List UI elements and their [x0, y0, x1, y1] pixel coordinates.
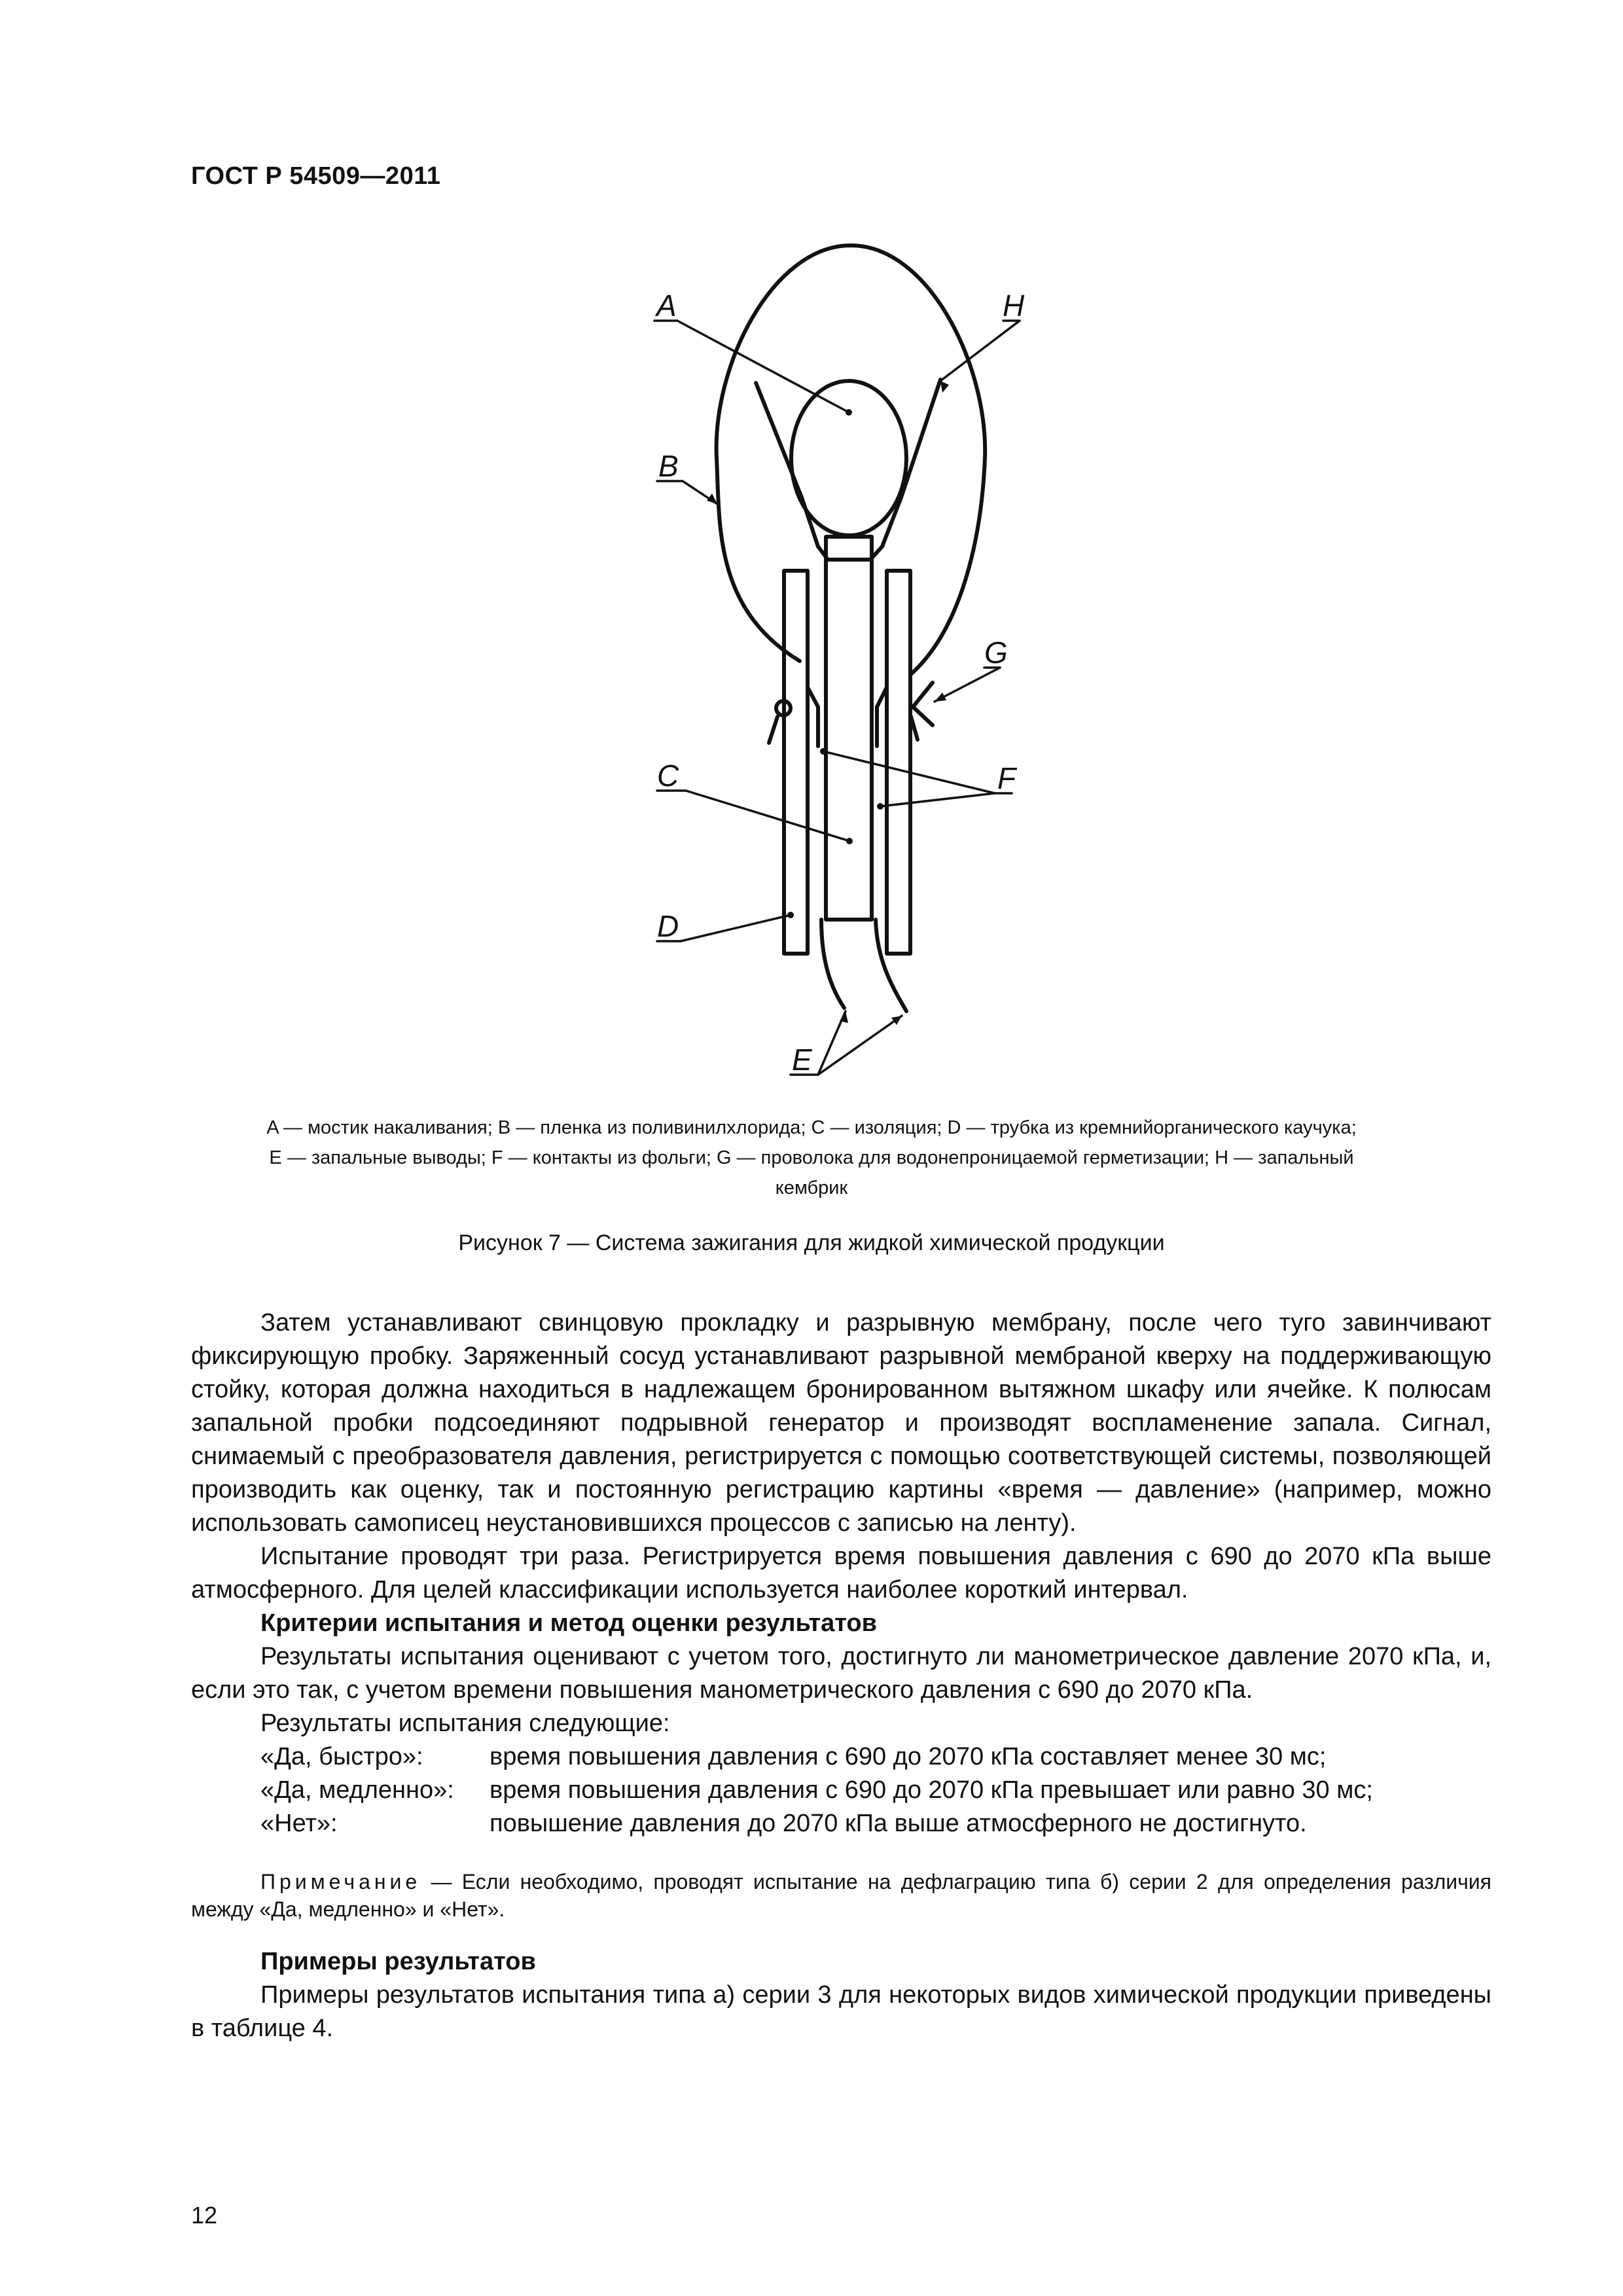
dot-c	[846, 838, 853, 844]
label-e: E	[792, 1043, 812, 1077]
silicone-tube-right	[887, 571, 910, 954]
body-text	[191, 1306, 1491, 1840]
arrow-b	[707, 493, 717, 504]
seal-wire-right	[913, 683, 933, 725]
arrow-e2	[891, 1016, 902, 1025]
label-f: F	[997, 761, 1016, 795]
result-value: повышение давления до 2070 кПа выше атмосферного не достигнуто.	[490, 1810, 1307, 1837]
results-intro: Результаты испытания следующие:	[260, 1710, 670, 1737]
paragraph: Испытание проводят три раза. Регистрируется время повышения давления с 690 до 2070 кПа выше атмосферного. Для целей классификации используется наиболее короткий интервал.	[191, 1543, 1491, 1604]
results-list	[191, 1740, 1491, 1840]
note-text: — Если необходимо, проводят испытание на дефлаграцию типа б) серии 2 для определения различия между «Да, медленно» и «Нет».	[191, 1870, 1491, 1921]
figure-legend-line: E — запальные выводы; F — контакты из фольги; G — проволока для водонепроницаемой герметизации; H — запальный	[269, 1147, 1354, 1168]
label-d: D	[657, 909, 679, 943]
result-value: время повышения давления с 690 до 2070 кПа превышает или равно 30 мс;	[490, 1776, 1373, 1804]
document-header: ГОСТ Р 54509—2011	[191, 162, 441, 190]
page-number: 12	[191, 2202, 218, 2229]
figure-legend-line: кембрик	[775, 1177, 848, 1198]
result-key: «Да, медленно»:	[260, 1776, 454, 1804]
seal-wire-tail-left	[769, 717, 777, 743]
paragraph: Примеры результатов испытания типа а) серии 3 для некоторых видов химической продукции приведены в таблице 4.	[191, 1981, 1491, 2042]
result-key: «Нет»:	[260, 1810, 338, 1837]
figure-legend	[196, 1113, 1427, 1203]
paragraph: Результаты испытания оценивают с учетом того, достигнуто ли манометрическое давление 2070 кПа, и, если это так, с учетом времени повышения манометрического давления с 690 до 2070 кПа.	[191, 1643, 1491, 1704]
result-value: время повышения давления с 690 до 2070 кПа составляет менее 30 мс;	[490, 1743, 1327, 1770]
label-g: G	[984, 636, 1008, 670]
dot-f2	[877, 803, 883, 810]
insulation-tube	[826, 537, 872, 920]
pvc-film-outline	[717, 245, 986, 674]
paragraph: Затем устанавливают свинцовую прокладку и разрывную мембрану, после чего туго завинчивают фиксирующую пробку. Заряженный сосуд устанавливают разрывной мембраной кверху на поддерживающую стойку, которая должна находиться в надлежащем бронированном вытяжном шкафу или ячейке. К полюсам запальной пробки подсоединяют подрывной генератор и производят воспламенение запала. Сигнал, снимаемый с преобразователя давления, регистрируется с помощью соответствующей системы, позволяющей производить как оценку, так и постоянную регистрацию картины «время — давление» (например, можно использовать самописец неустановившихся процессов с записью на ленту).	[191, 1309, 1491, 1537]
result-row	[260, 1774, 1491, 1807]
examples-section	[191, 1945, 1491, 2045]
arrow-g	[935, 692, 946, 702]
label-h: H	[1003, 289, 1025, 323]
fuse-outlet-right	[876, 920, 906, 1011]
result-row	[260, 1807, 1491, 1840]
dot-d	[787, 912, 794, 918]
silicone-tube-left	[784, 571, 808, 954]
dot-a	[846, 409, 852, 416]
note	[191, 1868, 1491, 1923]
leader-d	[681, 915, 791, 941]
fuse-outlet-left	[821, 920, 844, 1008]
section-heading: Критерии испытания и метод оценки результатов	[260, 1609, 877, 1637]
figure-legend-line: A — мостик накаливания; B — пленка из поливинилхлорида; C — изоляция; D — трубка из кремнийорганического каучука;	[266, 1117, 1357, 1138]
dot-f1	[820, 748, 827, 755]
fuse-lead-left	[756, 383, 818, 547]
label-c: C	[657, 759, 679, 793]
section-heading: Примеры результатов	[260, 1948, 536, 1975]
result-row	[260, 1740, 1491, 1774]
label-a: A	[656, 289, 677, 323]
leader-h	[940, 321, 1020, 381]
label-b: B	[658, 449, 679, 483]
leader-f2	[880, 793, 995, 806]
result-key: «Да, быстро»:	[260, 1743, 423, 1770]
figure-title: Рисунок 7 — Система зажигания для жидкой химической продукции	[458, 1230, 1165, 1255]
arrow-h	[940, 381, 949, 393]
note-label: Примечание	[260, 1870, 421, 1893]
ignition-system-diagram	[0, 0, 1623, 1113]
